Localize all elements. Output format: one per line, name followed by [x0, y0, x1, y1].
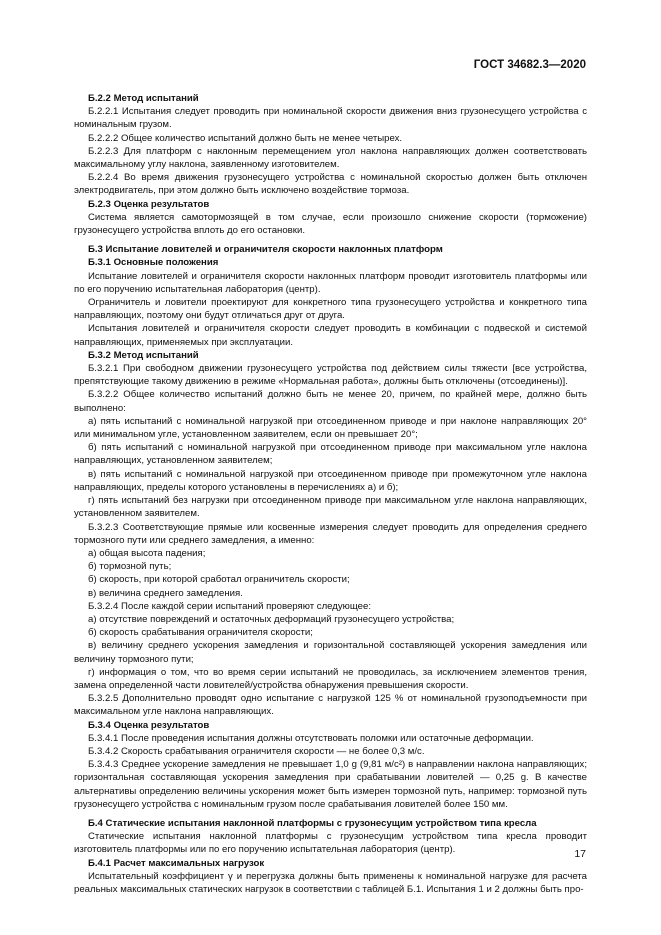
section-heading: Б.4 Статические испытания наклонной платформы с грузонесущим устройством типа кресла	[88, 817, 537, 829]
document-body	[74, 92, 587, 896]
paragraph: Б.3.2.3 Соответствующие прямые или косвенные измерения следует проводить для определения среднего тормозного пути или среднего замедления, а именно:	[74, 521, 587, 546]
paragraph: а) общая высота падения;	[88, 547, 206, 559]
paragraph: а) пять испытаний с номинальной нагрузкой при отсоединенном приводе и при наклоне направляющих 20° или минимальном угле, установленном заявителем, если он превышает 20°;	[74, 415, 587, 441]
paragraph: Б.3.4.1 После проведения испытания должны отсутствовать поломки или остаточные деформации.	[88, 732, 534, 744]
section-heading: Б.2.3 Оценка результатов	[88, 198, 210, 210]
paragraph: Ограничитель и ловители проектируют для конкретного типа грузонесущего устройства и конкретного типа направляющих, поэтому они будут отличаться друг от друга.	[74, 297, 587, 322]
paragraph: Б.3.2.5 Дополнительно проводят одно испытание с нагрузкой 125 % от номинальной грузоподъемности при максимальном угле наклона направляющих.	[74, 693, 587, 718]
section-heading: Б.3.2 Метод испытаний	[88, 349, 199, 361]
paragraph: Б.3.4.2 Скорость срабатывания ограничителя скорости — не более 0,3 м/с.	[88, 745, 425, 757]
paragraph: в) пять испытаний с номинальной нагрузкой при отсоединенном приводе при промежуточном угле наклона направляющих, пределы которого установлены в перечислениях а) и б);	[74, 468, 587, 493]
paragraph: Б.2.2.2 Общее количество испытаний должно быть не менее четырех.	[88, 132, 403, 144]
paragraph: Б.2.2.1 Испытания следует проводить при номинальной скорости движения вниз грузонесущего устройства с номинальным грузом.	[74, 106, 587, 131]
paragraph: Б.2.2.3 Для платформ с наклонным перемещением угол наклона направляющих должен соответствовать максимальному углу наклона, заявленному изготовителем.	[74, 145, 587, 171]
paragraph: Испытательный коэффициент γ и перегрузка должны быть применены к номинальной нагрузке для расчета реальных максимальных статических нагрузок в соответствии с таблицей Б.1. Испытания 1 и 2 должны быть про-	[74, 870, 587, 895]
paragraph: Б.2.2.4 Во время движения грузонесущего устройства с номинальной скоростью должен быть отключен электродвигатель, при этом должно быть исключено воздействие тормоза.	[74, 172, 587, 197]
paragraph: б) тормозной путь;	[88, 561, 172, 573]
section-heading: Б.4.1 Расчет максимальных нагрузок	[88, 857, 265, 869]
section-heading: Б.3.1 Основные положения	[88, 257, 219, 269]
paragraph: Статические испытания наклонной платформы с грузонесущим устройством типа кресла проводит изготовитель платформы или по его поручению испытательная лаборатория (центр).	[74, 831, 587, 856]
paragraph: в) величина среднего замедления.	[88, 587, 243, 599]
paragraph: Система является самотормозящей в том случае, если произошло снижение скорости (торможение) грузонесущего устройства вплоть до его остановки.	[74, 211, 587, 237]
paragraph: Б.3.4.3 Среднее ускорение замедления не превышает 1,0 g (9,81 м/с²) в направлении наклона направляющих; горизонтальная составляющая ускорения замедления при срабатывании ловителей — 0,25 g. В качестве альтернативы определению величины ускорения может быть измерен тормозной путь, например: тормозной путь грузонесущего устройства с номинальным грузом после срабатывания ловителей более 150 мм.	[74, 759, 587, 810]
section-heading: Б.2.2 Метод испытаний	[88, 93, 199, 104]
paragraph: г) пять испытаний без нагрузки при отсоединенном приводе при максимальном угле наклона направляющих, установленном заявителем.	[74, 495, 587, 520]
paragraph: Б.3.2.4 После каждой серии испытаний проверяют следующее:	[88, 600, 372, 612]
paragraph: б) пять испытаний с номинальной нагрузкой при отсоединенном приводе при максимальном угле наклона направляющих, установленном заявителем;	[74, 442, 587, 467]
paragraph: б) скорость срабатывания ограничителя скорости;	[88, 627, 313, 639]
paragraph: б) скорость, при которой сработал ограничитель скорости;	[88, 574, 350, 586]
paragraph: Б.3.2.1 При свободном движении грузонесущего устройства под действием силы тяжести [все устройства, препятствующие такому движению в режиме «Нормальная работа», должны быть отключены (отсоединены)].	[74, 363, 587, 388]
paragraph: а) отсутствие повреждений и остаточных деформаций грузонесущего устройства;	[88, 613, 455, 625]
document-header: ГОСТ 34682.3—2020	[473, 59, 586, 71]
section-heading: Б.3.4 Оценка результатов	[88, 719, 210, 731]
page-number: 17	[574, 848, 586, 860]
paragraph: Б.3.2.2 Общее количество испытаний должно быть не менее 20, причем, по крайней мере, должно быть выполнено:	[74, 389, 587, 414]
section-heading: Б.3 Испытание ловителей и ограничителя скорости наклонных платформ	[88, 244, 443, 256]
paragraph: Испытания ловителей и ограничителя скорости следует проводить в комбинации с подвеской и системой направляющих, применяемых при эксплуатации.	[74, 323, 587, 348]
paragraph: Испытание ловителей и ограничителя скорости наклонных платформ проводит изготовитель платформы или по его поручению испытательная лаборатория (центр).	[74, 270, 587, 295]
paragraph: в) величину среднего ускорения замедления и горизонтальной составляющей ускорения замедления или величину тормозного пути;	[74, 640, 587, 665]
paragraph: г) информация о том, что во время серии испытаний не проводилась, за исключением элементов трения, замена определенной части ловителей/устройства обнаружения превышения скорости.	[74, 666, 587, 691]
